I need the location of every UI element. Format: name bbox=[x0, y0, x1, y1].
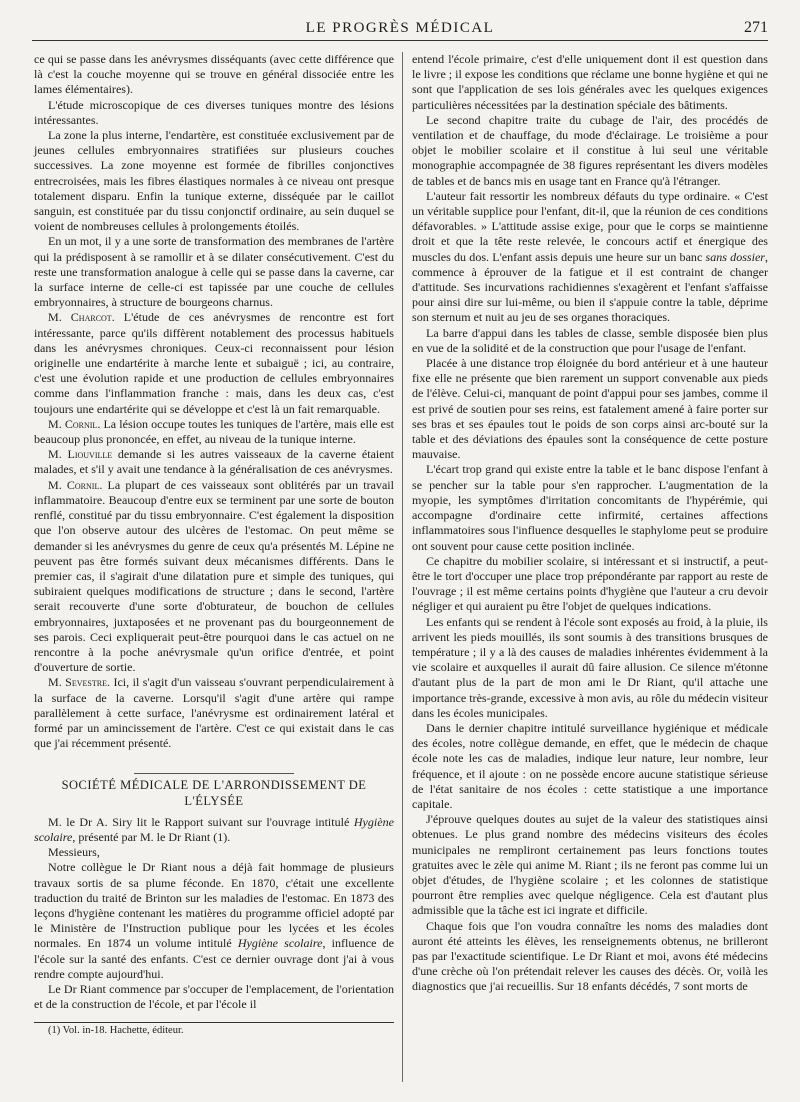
book-title: Hygiène scolaire bbox=[34, 814, 394, 844]
salutation: Messieurs, bbox=[48, 845, 100, 860]
paragraph bbox=[34, 815, 394, 845]
left-column bbox=[34, 52, 394, 1039]
column-divider bbox=[402, 52, 403, 1082]
paragraph bbox=[34, 310, 394, 416]
paragraph: Le second chapitre traite du cubage de l'air, des procédés de ventilation et de chauffage, du mode d'éclairage. Le troisième a pour objet le mobilier scolaire et il constitue à lui seul une véritable monographie accompagnée de 38 figures représentant les divers modèles de tables et de bancs mis en usage tant en France qu'à l'étranger. bbox=[412, 112, 768, 188]
book-title: Hygiène scolaire bbox=[237, 936, 323, 951]
paragraph-text: M. le Dr A. Siry lit le Rapport suivant sur l'ouvrage intitulé bbox=[48, 814, 354, 829]
paragraph: Les enfants qui se rendent à l'école sont exposés au froid, à la pluie, ils arrivent les pieds mouillés, ils sont soumis à des transitions brusques de température ; il y a là des causes de maladies inhérentes évidemment à la vie scolaire et auxquelles il aurait dû faire allusion. Ce silence m'étonne d'autant plus de la part de mon ami le Dr Riant, qu'il attache une importance très-grande, excessive à mon avis, au rôle du médecin visiteur dans les écoles municipales. bbox=[412, 614, 768, 720]
paragraph bbox=[34, 860, 394, 982]
journal-title: LE PROGRÈS MÉDICAL bbox=[305, 20, 495, 36]
paragraph-text: , commence à éprouver de la fatigue et il est contraint de changer d'attitude. Ses incurvations rachidiennes s'exagèrent et l'enfant s'affaisse pour ainsi dire sur lui-même, ou bien il s'appuie contre la table, déprime son sternum et nuit au jeu de ses organes thoraciques. bbox=[412, 249, 768, 325]
paragraph: La barre d'appui dans les tables de classe, semble disposée bien plus en vue de la solidité et de la construction que pour l'usage de l'enfant. bbox=[412, 325, 768, 355]
footnote: (1) Vol. in-18. Hachette, éditeur. bbox=[48, 1025, 184, 1037]
page-number: 271 bbox=[744, 19, 768, 36]
paragraph-text: demande si les autres vaisseaux de la caverne étaient malades, et s'il y avait une tendance à la généralisation de ces anévrysmes. bbox=[34, 447, 394, 477]
speaker-name: M. Cornil. bbox=[48, 477, 103, 492]
speaker-name: M. Charcot. bbox=[48, 310, 115, 325]
paragraph bbox=[34, 447, 394, 477]
speaker-name: M. Cornil. bbox=[48, 416, 101, 431]
paragraph-text: , influence de l'école sur la santé des enfants. C'est ce dernier ouvrage dont j'ai à vous rendre compte aujourd'hui. bbox=[34, 936, 394, 981]
paragraph: L'étude microscopique de ces diverses tuniques montre des lésions intéressantes. bbox=[34, 97, 394, 127]
paragraph: La zone la plus interne, l'endartère, est constituée exclusivement par de jeunes cellules embryonnaires stratifiées sur plusieurs couches successives. La zone moyenne est formée de fibrilles conjonctives entrecroisées, mais les fibres élastiques normales à ce niveau ont presque totalement disparu. Enfin la tunique externe, disséquée par le caillot sanguin, est constituée par du tissu conjonctif ordinaire, au sein duquel se voient de nombreuses cellules à prolongements étoilés. bbox=[34, 128, 394, 234]
paragraph-text: Notre collègue le Dr Riant nous a déjà fait hommage de plusieurs travaux sortis de sa plume féconde. En 1870, c'était une excellente traduction du traité de Brinton sur les maladies de l'estomac. En 1873 des leçons d'hygiène contenant les matières du programme officiel adopté par le Ministère de l'Instruction publique pour les lycées et les écoles normales. En 1874 un volume intitulé bbox=[34, 860, 394, 951]
paragraph-text: , présenté par M. le Dr Riant (1). bbox=[72, 829, 231, 844]
paragraph: entend l'école primaire, c'est d'elle uniquement dont il est question dans le livre ; il expose les conditions que réclame une bonne hygiène et qui ne sont que l'application de ses lois générales avec les quelques exigences particulières nécessitées par la destination spéciale des bâtiments. bbox=[412, 52, 768, 112]
section-heading-text: SOCIÉTÉ MÉDICALE DE L'ARRONDISSEMENT DE L'ÉLYSÉE bbox=[61, 778, 367, 808]
paragraph-text: L'étude de ces anévrysmes de rencontre est fort intéressante, parce qu'ils diffèrent notablement des processus habituels dans les anévrysmes chroniques. Ceux-ci reconnaissent pour lésion originelle une endartérite à marche lente et subaiguë ; ici, au contraire, c'est une évolution rapide et une production de cellules embryonnaires comme dans l'inflammation franche : mais, dans les deux cas, c'est toujours une endartérite qui se développe et c'est là un fait remarquable. bbox=[34, 310, 394, 416]
paragraph: L'écart trop grand qui existe entre la table et le banc dispose l'enfant à se pencher sur la table pour s'en rapprocher. L'augmentation de la myopie, les symptômes d'irritation concomitants de l'hypérémie, qui accompagne d'ordinaire cette infirmité, certaines affections inflammatoires sous l'influence desquelles le staphylome peut se produire ont souvent pour cause cette position inclinée. bbox=[412, 462, 768, 553]
paragraph bbox=[34, 478, 394, 676]
paragraph: Dans le dernier chapitre intitulé surveillance hygiénique et médicale des écoles, notre collègue demande, en effet, que le médecin de chaque école note les cas de maladies, indique leur nature, leur nombre, leur fréquence, et il ajoute : on ne possède encore aucune statistique sérieuse de l'état sanitaire de nos écoles : cette statistique a une importance capitale. bbox=[412, 720, 768, 811]
right-column bbox=[412, 52, 768, 995]
paragraph bbox=[412, 189, 768, 326]
paragraph-text: Ici, il s'agit d'un vaisseau s'ouvrant perpendiculairement à la surface de la caverne. Lorsqu'il s'agit d'une artère qui rampe parallèlement à cette surface, l'anévrysme est ordinairement latéral et formé par un amincissement de l'artère. C'est ce qui existait dans le cas que j'ai récemment présenté. bbox=[34, 675, 394, 751]
paragraph: En un mot, il y a une sorte de transformation des membranes de l'artère qui la prédisposent à se ramollir et à se dilater consécutivement. C'est du reste une transformation analogue à celle qui se passe dans la caverne, car la surface interne de celle-ci est tapissée par une couche de cellules embryonnaires, à structure de bourgeons charnus. bbox=[34, 234, 394, 310]
paragraph: Ce chapitre du mobilier scolaire, si intéressant et si instructif, a peut-être le tort d'occuper une place trop prépondérante par rapport au reste de l'ouvrage ; il est même certains points d'hygiène que l'auteur a cru devoir négliger et qui auraient pu être l'objet de quelques indications. bbox=[412, 553, 768, 614]
paragraph: Placée à une distance trop éloignée du bord antérieur et à une hauteur fixe elle ne présente que bien rarement un support convenable aux pieds de l'élève. Celui-ci, manquant de point d'appui pour ses jambes, comme il est privé de soutien pour ses reins, est fatalement amené à faire porter sur ses bras et ses épaules tout le poids de son corps ainsi arc-bouté sur la table et des déviations des épaules sont la conséquence de cette posture mauvaise. bbox=[412, 356, 768, 462]
paragraph bbox=[34, 675, 394, 751]
paragraph: Chaque fois que l'on voudra connaître les noms des maladies dont auront été atteints les élèves, les renseignements obtenus, ne brilleront pas par l'exactitude scientifique. Le Dr Riant et moi, avons été médecins d'une crèche où l'on prétendait relever les causes des décès. Or, voilà les diagnostics que j'ai recueillis. Sur 18 enfants décédés, 7 sont morts de bbox=[412, 918, 768, 994]
paragraph: Le Dr Riant commence par s'occuper de l'emplacement, de l'orientation et de la construction de l'école, et par l'école il bbox=[34, 981, 394, 1012]
paragraph-text: La plupart de ces vaisseaux sont oblitérés par un travail inflammatoire. Beaucoup d'entre eux se terminent par une sorte de bouton renflé, constitué par du tissu embryonnaire. C'est également la disposition que l'on observe autour des ulcères de l'estomac. On peut même se demander si les anévrysmes du genre de ceux qu'a présentés M. Lépine ne peuvent pas être formés suivant deux mécanismes différents. Dans le premier cas, il s'agirait d'une dilatation pure et simple des tuniques, qui subiraient quelques modifications de structure ; dans le second, l'artère serait recouverte d'une sorte d'obturateur, de bouchon de cellules embryonnaires, juxtaposées et ne provenant pas du bourgeonnement de ses parois. Ceci expliquerait peut-être pourquoi dans le cas actuel on ne rencontre à la poche anévrysmale qu'un orifice d'entrée, et point d'ouverture de sortie. bbox=[34, 477, 394, 675]
paragraph: ce qui se passe dans les anévrysmes disséquants (avec cette différence que là c'est la couche moyenne qui se trouve en général dissociée entre les lames élémentaires). bbox=[34, 52, 394, 97]
speaker-name: M. Liouville bbox=[48, 447, 113, 462]
paragraph-text: La lésion occupe toutes les tuniques de l'artère, mais elle est beaucoup plus prononcée, en effet, au niveau de la tunique interne. bbox=[34, 416, 394, 447]
paragraph-text: L'auteur fait ressortir les nombreux défauts du type ordinaire. « C'est un véritable supplice pour l'enfant, dit-il, que la réunion de ces conditions défavorables. » L'attitude assise exige, pour que le corps se maintienne droit et que la tête reste relevée, le concours actif et énergique des muscles du dos. L'enfant assis depuis une heure sur un banc bbox=[412, 188, 768, 264]
paragraph: J'éprouve quelques doutes au sujet de la valeur des statistiques ainsi obtenues. Le plus grand nombre des médecins visiteurs des écoles municipales ne rempliront certainement pas leurs fonctions toutes gratuites avec le zèle qui anime M. Riant ; ils ne feront pas comme lui un objet d'études, de l'hygiène scolaire ; et les colonnes de statistique pourront être remplies avec quelque négligence. Cela est d'autant plus admissible que la tâche est ici ingrate et difficile. bbox=[412, 812, 768, 918]
speaker-name: M. Sevestre. bbox=[48, 675, 110, 690]
section-heading bbox=[61, 773, 367, 808]
emphasis: sans dossier bbox=[705, 249, 765, 264]
paragraph bbox=[34, 417, 394, 447]
running-header bbox=[32, 18, 768, 41]
